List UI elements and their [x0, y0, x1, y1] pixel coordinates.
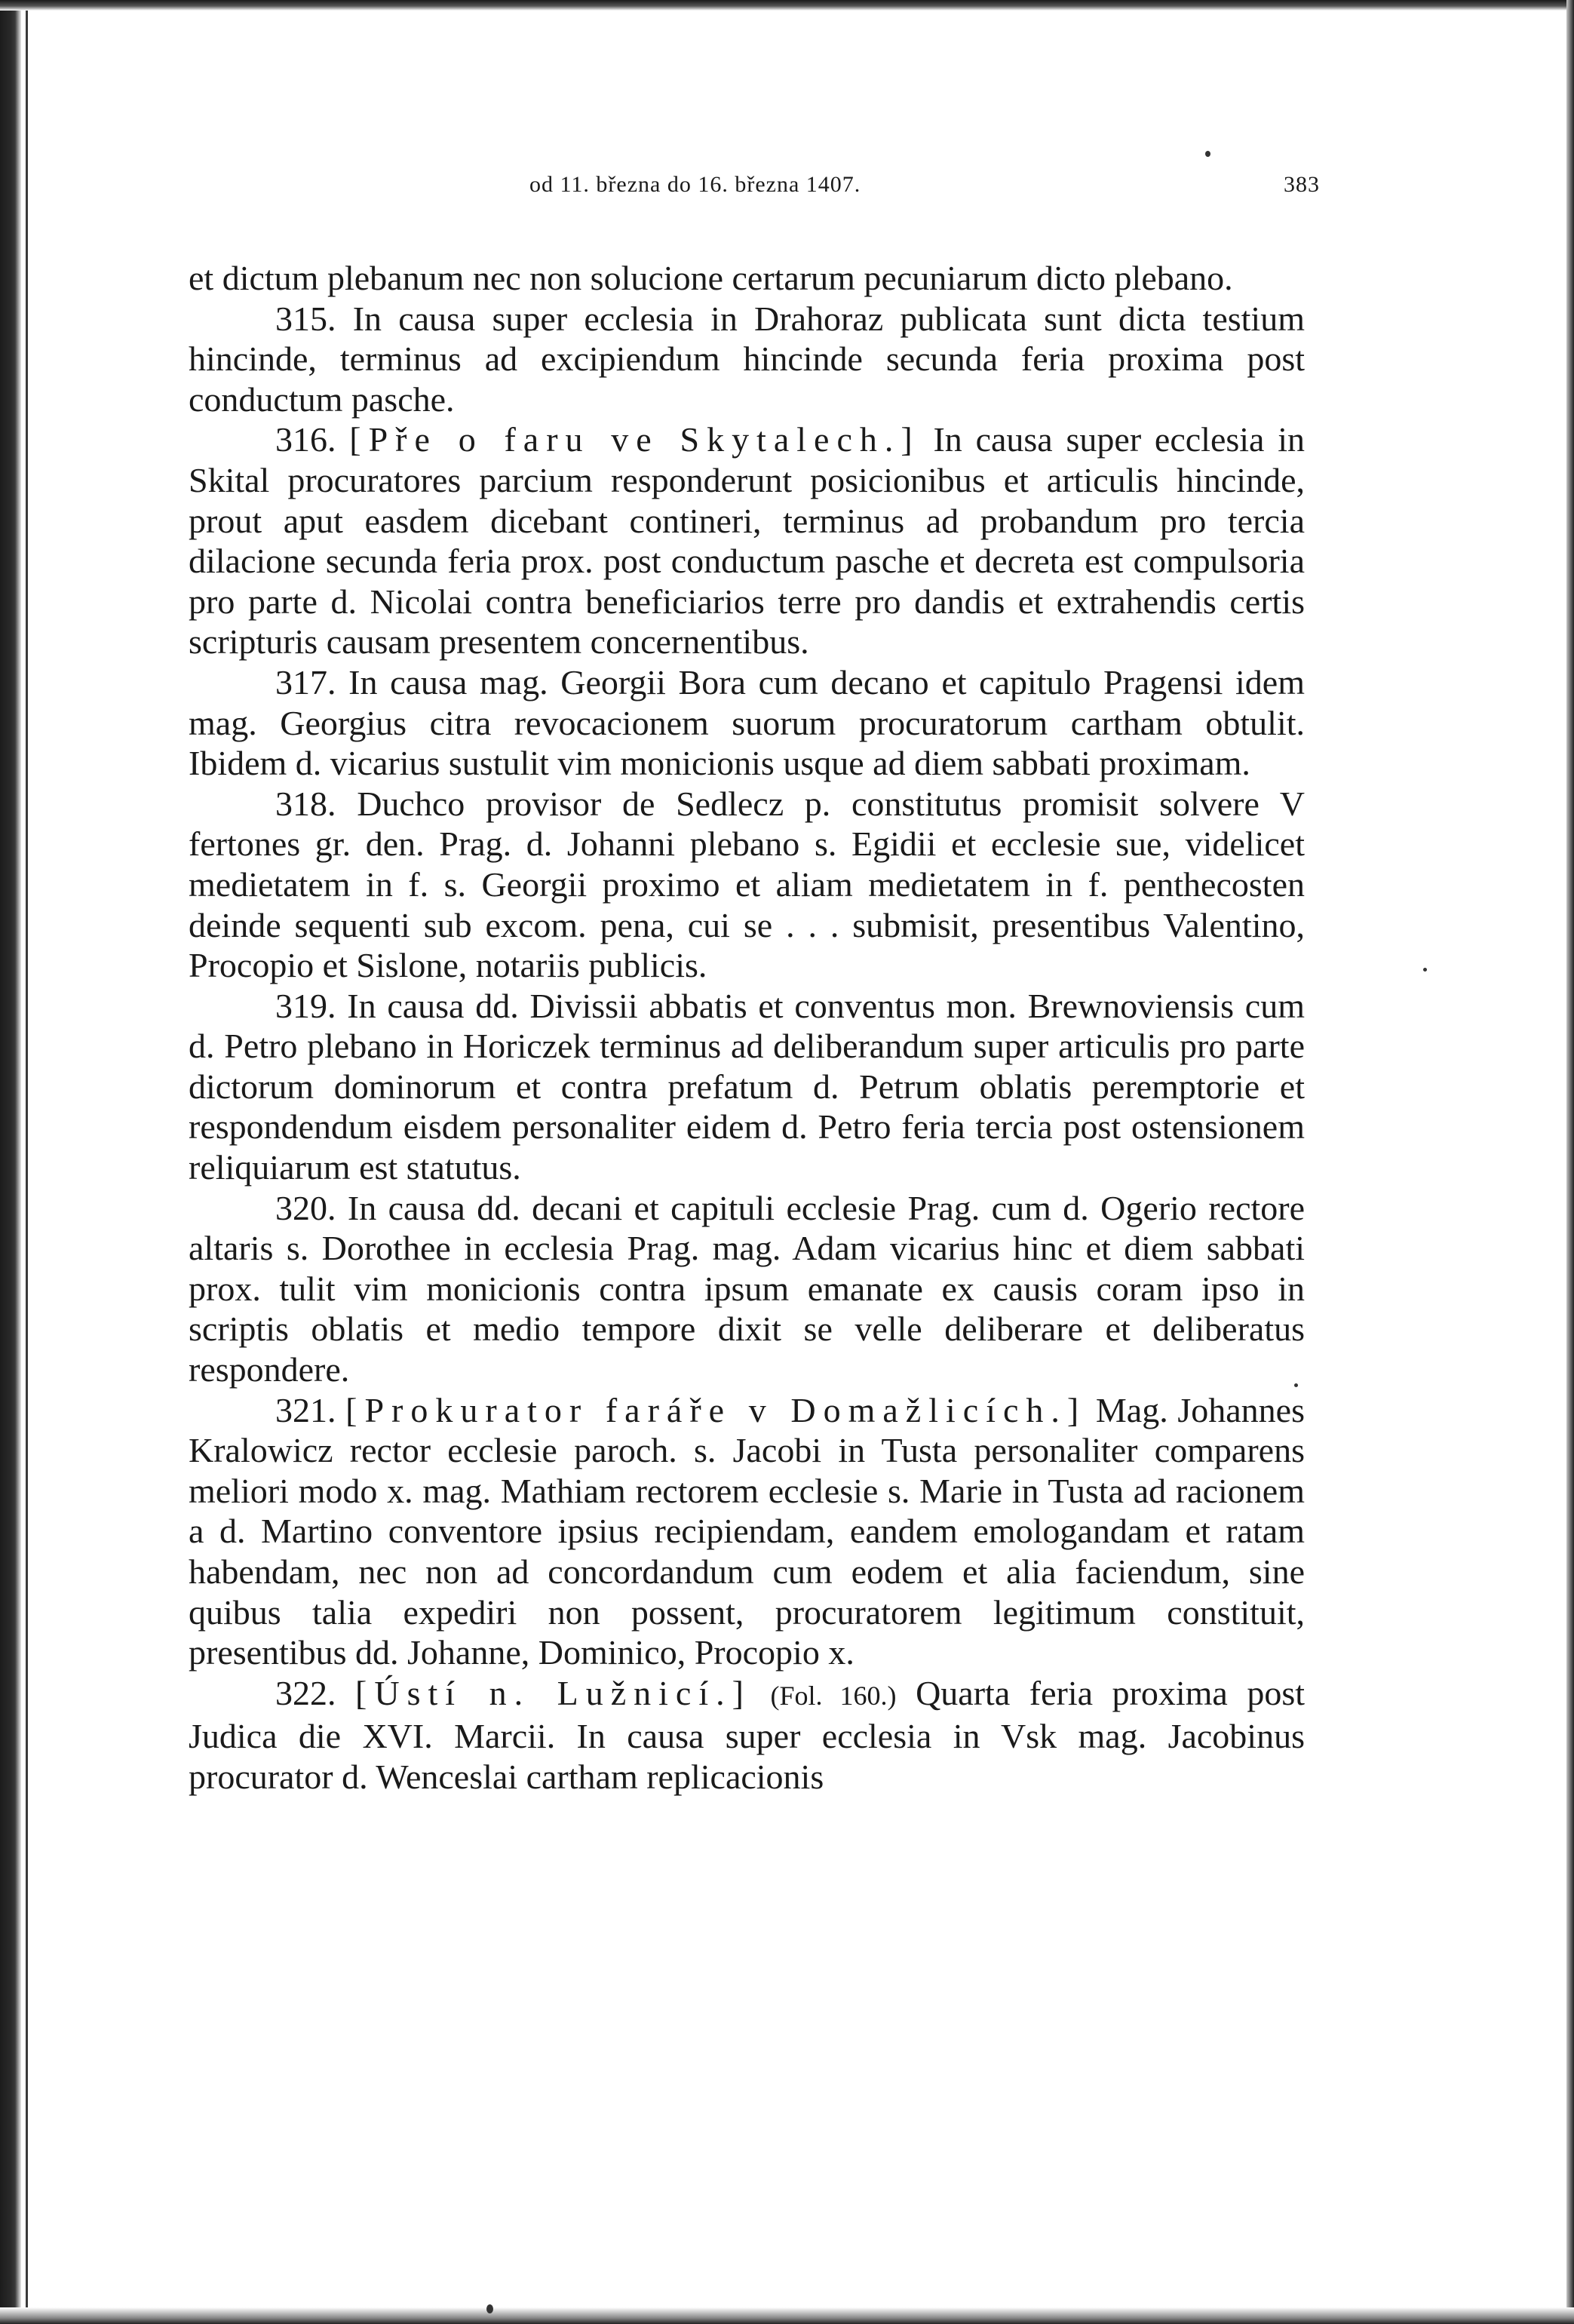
entry-321 [189, 1390, 1305, 1673]
scan-right-edge [1566, 0, 1574, 2324]
entry-318 [189, 784, 1305, 986]
entry-heading: [Prokurator faráře v Domažlicích.] [345, 1390, 1087, 1429]
scan-binding-line [26, 0, 28, 2324]
entry-number: 318. [275, 784, 336, 823]
scan-binding-edge [0, 0, 21, 2324]
entry-number: 322. [275, 1673, 336, 1712]
entry-number: 319. [275, 986, 336, 1025]
entry-text: In causa super ecclesia in Drahoraz publicata sunt dicta testium hincinde, terminus ad excipiendum hincinde secunda feria proxima post conductum pasche. [189, 299, 1305, 419]
entry-number: 321. [275, 1390, 336, 1429]
running-title: od 11. března do 16. března 1407. [529, 172, 861, 197]
entry-text: Mag. Johannes Kralowicz rector ecclesie paroch. s. Jacobi in Tusta personaliter comparens meliori modo x. mag. Mathiam rectorem ecclesie s. Marie in Tusta ad racionem a d. Martino conventore ipsius recipiendam, eandem emologandam et ratam habendam, nec non ad concordandum cum eodem et alia faciendum, sine quibus talia expediri non possent, procuratorem legitimum constituit, presentibus dd. Johanne, Dominico, Procopio x. [189, 1390, 1305, 1672]
scan-speck [1205, 151, 1210, 157]
entry-315 [189, 299, 1305, 420]
scan-bottom-edge [0, 2307, 1574, 2324]
scan-top-edge [0, 0, 1574, 11]
entry-320 [189, 1188, 1305, 1390]
entry-316 [189, 419, 1305, 662]
entry-heading: [Ústí n. Lužnicí.] [355, 1673, 751, 1712]
entry-text: Quarta feria proxima post Judica die XVI. Marcii. In causa super ecclesia in Vsk mag. Jacobinus procurator d. Wenceslai cartham replicacionis [189, 1673, 1306, 1796]
entry-text: In causa super ecclesia in Skital procuratores parcium responderunt posicionibus et articulis hincinde, prout aput easdem dicebant contineri, terminus ad probandum pro tercia dilacione secunda feria prox. post conductum pasche et decreta est compulsoria pro parte d. Nicolai contra beneficiarios terre pro dandis et extrahendis certis scripturis causam presentem concernentibus. [189, 420, 1306, 662]
scan-speck [486, 2304, 493, 2313]
body-text [189, 258, 1305, 1797]
entry-322 [189, 1673, 1305, 1797]
entry-text: In causa dd. Divissii abbatis et conventus mon. Brewnoviensis cum d. Petro plebano in Horiczek terminus ad deliberandum super articulis pro parte dictorum dominorum et contra prefatum d. Petrum oblatis peremptorie et respondendum eisdem personaliter eidem d. Petro feria tercia post ostensionem reliquiarum est statutus. [189, 986, 1305, 1187]
entry-number: 315. [275, 299, 336, 338]
entry-text: Duchco provisor de Sedlecz p. constitutus promisit solvere V fertones gr. den. Prag. d. Johanni plebano s. Egidii et ecclesie sue, videlicet medietatem in f. s. Georgii proximo et aliam medietatem in f. penthecosten deinde sequenti sub excom. pena, cui se . . . submisit, presentibus Valentino, Procopio et Sislone, notariis publicis. [189, 784, 1305, 985]
entry-text: In causa mag. Georgii Bora cum decano et capitulo Pragensi idem mag. Georgius citra revocacionem suorum procuratorum cartham obtulit. Ibidem d. vicarius sustulit vim monicionis usque ad diem sabbati proximam. [189, 662, 1306, 783]
paragraph-text: et dictum plebanum nec non solucione certarum pecuniarum dicto plebano. [189, 259, 1233, 297]
folio-reference: (Fol. 160.) [770, 1680, 897, 1711]
entry-319 [189, 986, 1305, 1188]
entry-text: In causa dd. decani et capituli ecclesie Prag. cum d. Ogerio rectore altaris s. Dorothee in ecclesia Prag. mag. Adam vicarius hinc et diem sabbati prox. tulit vim monicionis contra ipsum emanate ex causis coram ipso in scriptis oblatis et medio tempore dixit se velle deliberare et deliberatus respondere. [189, 1188, 1305, 1389]
entry-number: 316. [275, 420, 336, 459]
entry-number: 320. [275, 1188, 336, 1227]
entry-317 [189, 662, 1305, 784]
paragraph-continuation [189, 258, 1305, 299]
entry-number: 317. [275, 662, 336, 701]
page-number: 383 [1284, 172, 1320, 197]
scan-speck [1423, 968, 1427, 972]
entry-heading: [Pře o faru ve Skytalech.] [349, 420, 920, 459]
